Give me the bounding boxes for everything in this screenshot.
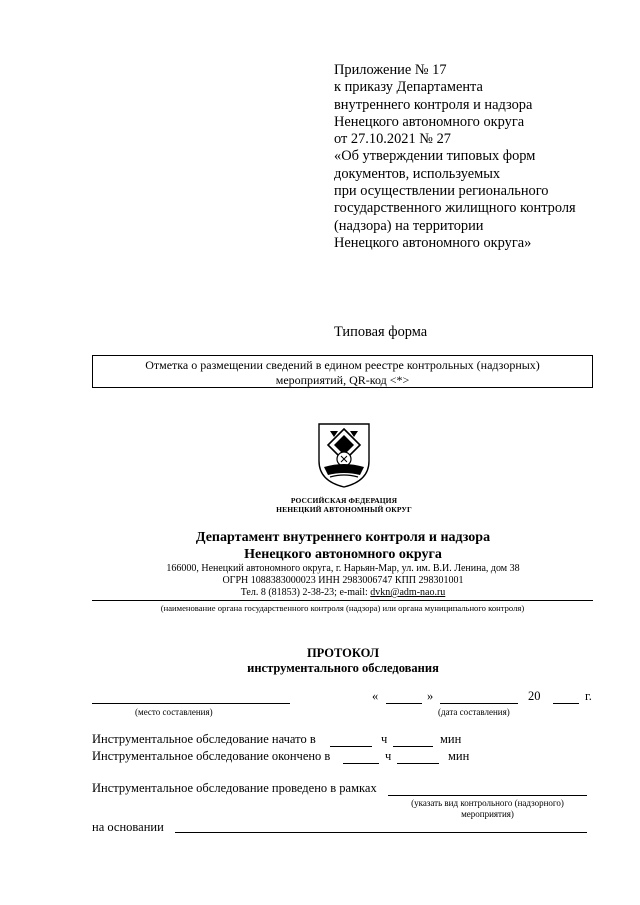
protocol-title: ПРОТОКОЛ [306,646,380,660]
department-name [100,529,586,563]
phone-text: Тел. 8 (81853) 2-38-23; e-mail: [240,587,371,598]
federation-line1: РОССИЙСКАЯ ФЕДЕРАЦИЯ [290,496,398,505]
within-label: Инструментальное обследование проведено в рамках [92,781,377,795]
organ-divider [92,600,593,601]
address-line2: ОГРН 1088383000023 ИНН 2983006747 КПП 298301001 [222,575,464,586]
date-label: (дата составления) [438,707,510,717]
qr-box-line2: мероприятий, QR-код <*> [275,373,410,387]
basis-label: на основании [92,820,164,834]
qr-registry-box [92,355,593,388]
federation-line2: НЕНЕЦКИЙ АВТОНОМНЫЙ ОКРУГ [276,505,412,514]
appendix-line: (надзора) на территории [334,217,484,234]
ended-label: Инструментальное обследование окончено в [92,749,331,763]
start-hours-unit: ч [381,732,388,746]
appendix-line: Ненецкого автономного округа» [334,234,532,251]
department-line2: Ненецкого автономного округа [244,547,442,562]
federation-caption [240,496,448,514]
appendix-line: документов, используемых [334,165,501,182]
start-minutes-unit: мин [440,732,462,746]
year-suffix: г. [585,689,592,703]
event-type-note-1: (указать вид контрольного (надзорного) [411,798,564,808]
form-type-label: Типовая форма [334,324,428,340]
end-minutes-unit: мин [448,749,470,763]
year-field[interactable] [553,703,579,704]
appendix-line: «Об утверждении типовых форм [334,148,536,165]
coat-of-arms-icon [316,421,372,489]
appendix-line: при осуществлении регионального [334,183,549,200]
end-hours-field[interactable] [343,763,379,764]
start-hours-field[interactable] [330,746,372,747]
protocol-subtitle: инструментального обследования [247,661,439,675]
end-minutes-field[interactable] [397,763,439,764]
appendix-header [334,62,634,252]
started-label: Инструментальное обследование начато в [92,732,316,746]
start-minutes-field[interactable] [393,746,433,747]
event-type-note-2: мероприятия) [461,809,514,819]
appendix-line: государственного жилищного контроля [334,200,576,217]
day-field[interactable] [386,703,422,704]
appendix-line: Приложение № 17 [334,62,447,78]
end-hours-unit: ч [385,749,392,763]
address-line1: 166000, Ненецкий автономного округа, г. Нарьян-Мар, ул. им. В.И. Ленина, дом 38 [166,563,520,574]
organ-note: (наименование органа государственного контроля (надзора) или органа муниципального контроля) [160,603,525,613]
quote-open: « [372,689,379,703]
email-link[interactable]: dvkn@adm-nao.ru [370,587,446,598]
basis-field[interactable] [175,832,587,833]
protocol-title-block [100,646,586,676]
quote-close: » [427,689,434,703]
year-prefix: 20 [528,689,541,703]
appendix-line: к приказу Департамента [334,79,483,96]
address-contacts [100,587,586,599]
department-line1: Департамент внутреннего контроля и надзора [195,530,491,545]
place-label: (место составления) [135,707,213,717]
appendix-line: Ненецкого автономного округа [334,113,525,130]
month-field[interactable] [440,703,518,704]
department-address [100,563,586,599]
appendix-line: внутреннего контроля и надзора [334,96,533,113]
event-type-field[interactable] [388,795,587,796]
place-field[interactable] [92,703,290,704]
appendix-line: от 27.10.2021 № 27 [334,131,451,148]
qr-box-line1: Отметка о размещении сведений в едином реестре контрольных (надзорных) [145,358,540,372]
